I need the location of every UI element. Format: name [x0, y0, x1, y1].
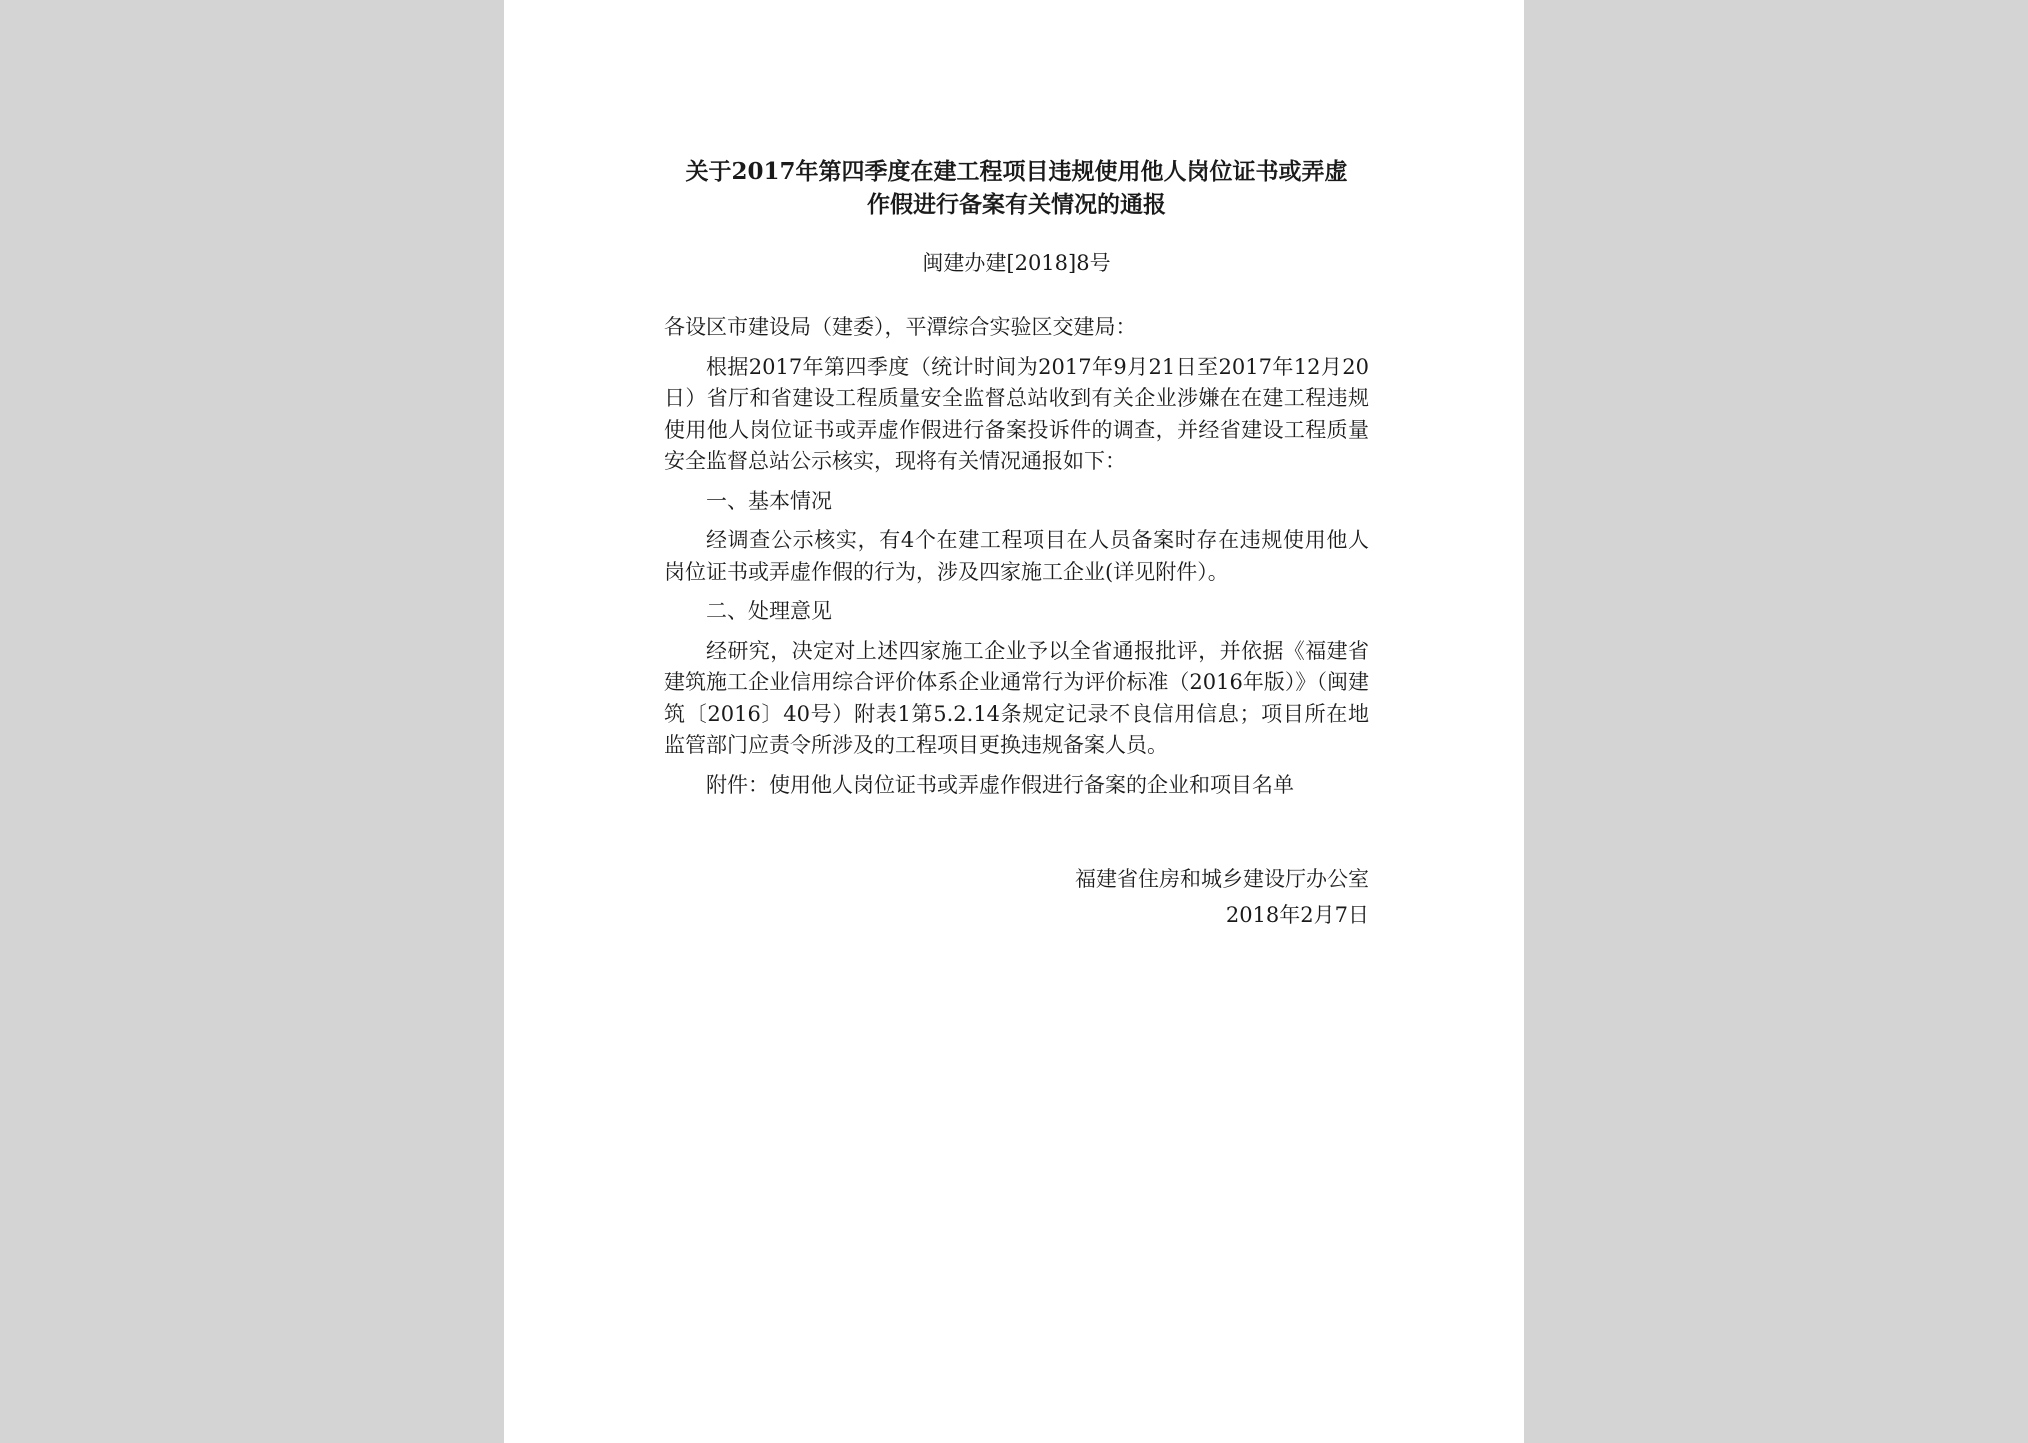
- paragraph-attachment: 附件：使用他人岗位证书或弄虚作假进行备案的企业和项目名单: [706, 772, 1294, 797]
- document-body: [664, 312, 1369, 801]
- signature-organization: 福建省住房和城乡建设厅办公室: [1075, 867, 1369, 891]
- document-number: 闽建办建[2018]8号: [922, 251, 1111, 275]
- page-content: [664, 155, 1369, 933]
- paragraph-basic-situation: 经调查公示核实，有4个在建工程项目在人员备案时存在违规使用他人岗位证书或弄虚作假的行为，涉及四家施工企业(详见附件）。: [664, 528, 1369, 584]
- document-page: [504, 0, 1524, 1443]
- signature-block: [664, 861, 1369, 933]
- salutation: 各设区市建设局（建委），平潭综合实验区交建局：: [664, 315, 1137, 339]
- paragraph-intro: 根据2017年第四季度（统计时间为2017年9月21日至2017年12月20日）省厅和省建设工程质量安全监督总站收到有关企业涉嫌在在建工程违规使用他人岗位证书或弄虚作假进行备案投诉件的调查，并经省建设工程质量安全监督总站公示核实，现将有关情况通报如下：: [664, 354, 1369, 473]
- title-line-1: 关于2017年第四季度在建工程项目违规使用他人岗位证书或弄虚: [685, 158, 1348, 185]
- heading-handling-opinion: 二、处理意见: [706, 599, 832, 623]
- title-line-2: 作假进行备案有关情况的通报: [867, 191, 1166, 218]
- paragraph-handling-opinion: 经研究，决定对上述四家施工企业予以全省通报批评，并依据《福建省建筑施工企业信用综合评价体系企业通常行为评价标准（2016年版）》（闽建筑〔2016〕40号）附表1第5.2.14条规定记录不良信用信息；项目所在地监管部门应责令所涉及的工程项目更换违规备案人员。: [664, 638, 1369, 757]
- signature-date: 2018年2月7日: [1225, 903, 1369, 927]
- heading-basic-situation: 一、基本情况: [706, 488, 832, 513]
- document-title: [664, 155, 1369, 221]
